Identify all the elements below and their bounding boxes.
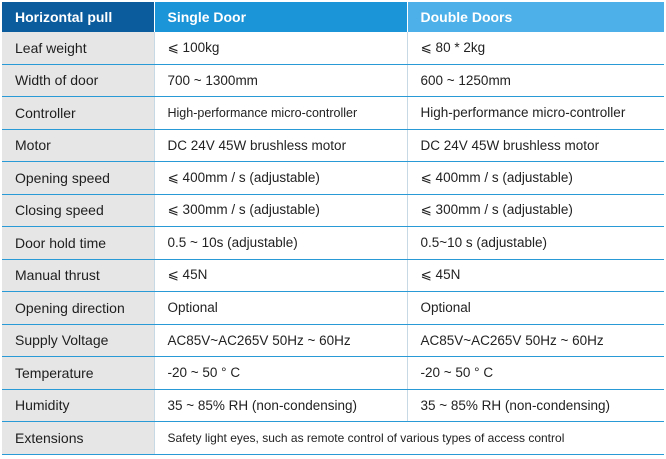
row-label: Door hold time	[2, 227, 154, 260]
table-row	[2, 129, 664, 162]
row-label: Manual thrust	[2, 259, 154, 292]
table-row	[2, 97, 664, 130]
row-label: Opening speed	[2, 162, 154, 195]
double-doors-value: 0.5~10 s (adjustable)	[407, 227, 664, 260]
single-door-value: 0.5 ~ 10s (adjustable)	[154, 227, 407, 260]
double-doors-value: 35 ~ 85% RH (non-condensing)	[407, 389, 664, 422]
double-doors-value: ⩽ 400mm / s (adjustable)	[407, 162, 664, 195]
row-label: Controller	[2, 97, 154, 130]
single-door-value: ⩽ 100kg	[154, 32, 407, 64]
row-label: Extensions	[2, 422, 154, 455]
table-row	[2, 194, 664, 227]
header-horizontal-pull: Horizontal pull	[2, 2, 154, 32]
row-label: Motor	[2, 129, 154, 162]
table-row	[2, 389, 664, 422]
double-doors-value: DC 24V 45W brushless motor	[407, 129, 664, 162]
single-door-value: ⩽ 300mm / s (adjustable)	[154, 194, 407, 227]
single-door-value: High-performance micro-controller	[154, 97, 407, 130]
double-doors-value: -20 ~ 50 ° C	[407, 357, 664, 390]
table-row	[2, 32, 664, 64]
extensions-value: Safety light eyes, such as remote control of various types of access control	[154, 422, 664, 455]
table-row	[2, 162, 664, 195]
header-row	[2, 2, 664, 32]
single-door-value: Optional	[154, 292, 407, 325]
single-door-value: AC85V~AC265V 50Hz ~ 60Hz	[154, 324, 407, 357]
double-doors-value: ⩽ 300mm / s (adjustable)	[407, 194, 664, 227]
table-row	[2, 227, 664, 260]
row-label: Supply Voltage	[2, 324, 154, 357]
single-door-value: ⩽ 45N	[154, 259, 407, 292]
double-doors-value: ⩽ 45N	[407, 259, 664, 292]
table-row	[2, 259, 664, 292]
table-row	[2, 357, 664, 390]
single-door-value: -20 ~ 50 ° C	[154, 357, 407, 390]
double-doors-value: ⩽ 80 * 2kg	[407, 32, 664, 64]
table-row	[2, 64, 664, 97]
single-door-value: ⩽ 400mm / s (adjustable)	[154, 162, 407, 195]
row-label: Temperature	[2, 357, 154, 390]
header-double-doors: Double Doors	[407, 2, 664, 32]
single-door-value: 700 ~ 1300mm	[154, 64, 407, 97]
single-door-value: DC 24V 45W brushless motor	[154, 129, 407, 162]
row-label: Closing speed	[2, 194, 154, 227]
double-doors-value: AC85V~AC265V 50Hz ~ 60Hz	[407, 324, 664, 357]
table-row	[2, 422, 664, 455]
row-label: Humidity	[2, 389, 154, 422]
double-doors-value: Optional	[407, 292, 664, 325]
row-label: Width of door	[2, 64, 154, 97]
double-doors-value: High-performance micro-controller	[407, 97, 664, 130]
row-label: Opening direction	[2, 292, 154, 325]
table-row	[2, 324, 664, 357]
specification-table	[2, 2, 664, 455]
single-door-value: 35 ~ 85% RH (non-condensing)	[154, 389, 407, 422]
table-row	[2, 292, 664, 325]
row-label: Leaf weight	[2, 32, 154, 64]
double-doors-value: 600 ~ 1250mm	[407, 64, 664, 97]
header-single-door: Single Door	[154, 2, 407, 32]
